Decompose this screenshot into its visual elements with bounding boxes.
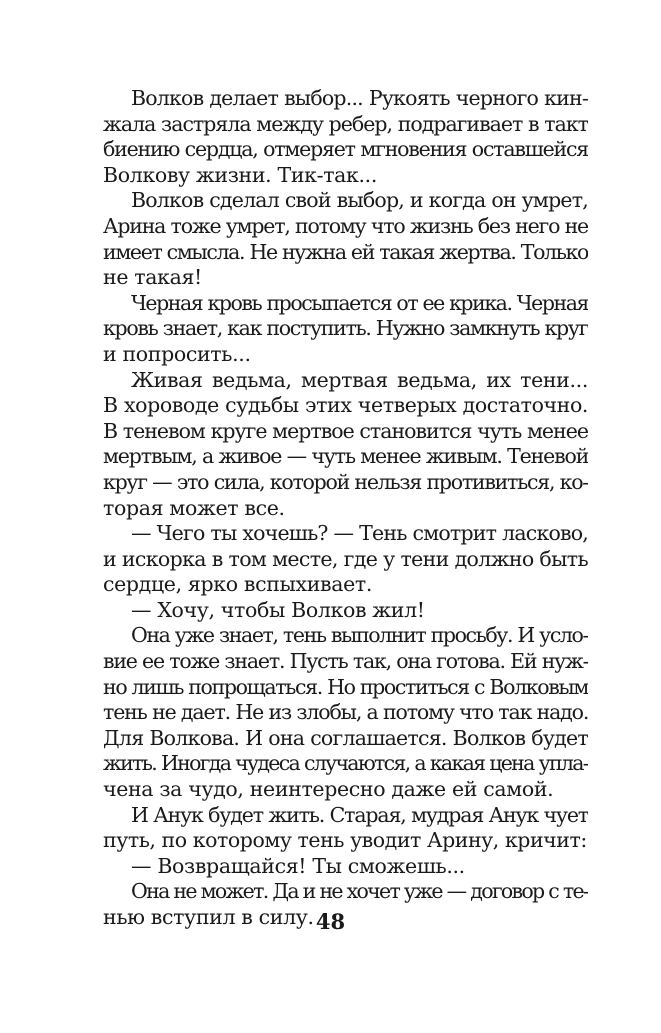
text-line: тень не дает. Не из злобы, а потому что так надо.: [103, 700, 588, 725]
paragraph: [103, 291, 588, 368]
text-line: Волкову жизни. Тик-так...: [103, 162, 378, 187]
text-line: жала застряла между ребер, подрагивает в такт: [103, 111, 588, 136]
text-line: не такая!: [103, 265, 202, 290]
text-line: Волков делает выбор... Рукоять черного кин-: [131, 86, 588, 110]
text-line: круг — это сила, которой нельзя противиться, ко-: [103, 469, 588, 494]
paragraph: [103, 803, 588, 854]
text-line: вие ее тоже знает. Пусть так, она готова. Ей нуж-: [103, 649, 588, 674]
text-line: но лишь попрощаться. Но проститься с Волковым: [103, 674, 588, 699]
page-body: [103, 86, 588, 931]
text-line: сердце, ярко вспыхивает.: [103, 572, 373, 597]
text-line: Черная кровь просыпается от ее крика. Черная: [131, 290, 588, 315]
text-line: жить. Иногда чудеса случаются, а какая цена упла-: [103, 751, 588, 776]
text-line: Волков сделал свой выбор, и когда он умрет,: [131, 188, 588, 213]
paragraph: [103, 368, 588, 522]
text-line: нью вступил в силу.: [103, 905, 314, 929]
text-line: торая может все.: [103, 495, 285, 520]
text-line: — Возвращайся! Ты сможешь...: [131, 853, 465, 878]
text-line: путь, по которому тень уводит Арину, кричит:: [103, 828, 587, 853]
text-line: чена за чудо, неинтересно даже ей самой.: [103, 777, 554, 802]
paragraph: [103, 188, 588, 290]
text-line: имеет смысла. Не нужна ей такая жертва. Только: [103, 239, 588, 264]
text-line: Она уже знает, тень выполнит просьбу. И усло-: [131, 623, 588, 648]
text-line: и искорка в том месте, где у тени должно быть: [103, 546, 588, 571]
text-line: Она не может. Да и не хочет уже — договор с те-: [131, 879, 588, 904]
text-line: — Хочу, чтобы Волков жил!: [131, 597, 425, 622]
text-line: В теневом круге мертвое становится чуть менее: [103, 418, 588, 443]
paragraph: [103, 598, 588, 624]
text-line: И Анук будет жить. Старая, мудрая Анук чует: [131, 802, 588, 827]
text-line: кровь знает, как поступить. Нужно замкнуть круг: [103, 316, 588, 341]
text-line: Живая ведьма, мертвая ведьма, их тени...: [131, 367, 588, 392]
text-line: Арина тоже умрет, потому что жизнь без него не: [103, 213, 588, 238]
paragraph: [103, 854, 588, 880]
paragraph: [103, 623, 588, 802]
text-line: — Чего ты хочешь? — Тень смотрит ласково,: [131, 521, 588, 546]
page-number: 48: [315, 909, 346, 934]
paragraph: [103, 86, 588, 188]
paragraph: [103, 521, 588, 598]
text-line: биению сердца, отмеряет мгновения оставшейся: [103, 137, 588, 162]
text-line: и попросить...: [103, 341, 251, 366]
text-line: мертвым, а живое — чуть менее живым. Теневой: [103, 444, 588, 469]
text-line: В хороводе судьбы этих четверых достаточно.: [103, 393, 588, 418]
text-line: Для Волкова. И она соглашается. Волков будет: [103, 725, 588, 750]
